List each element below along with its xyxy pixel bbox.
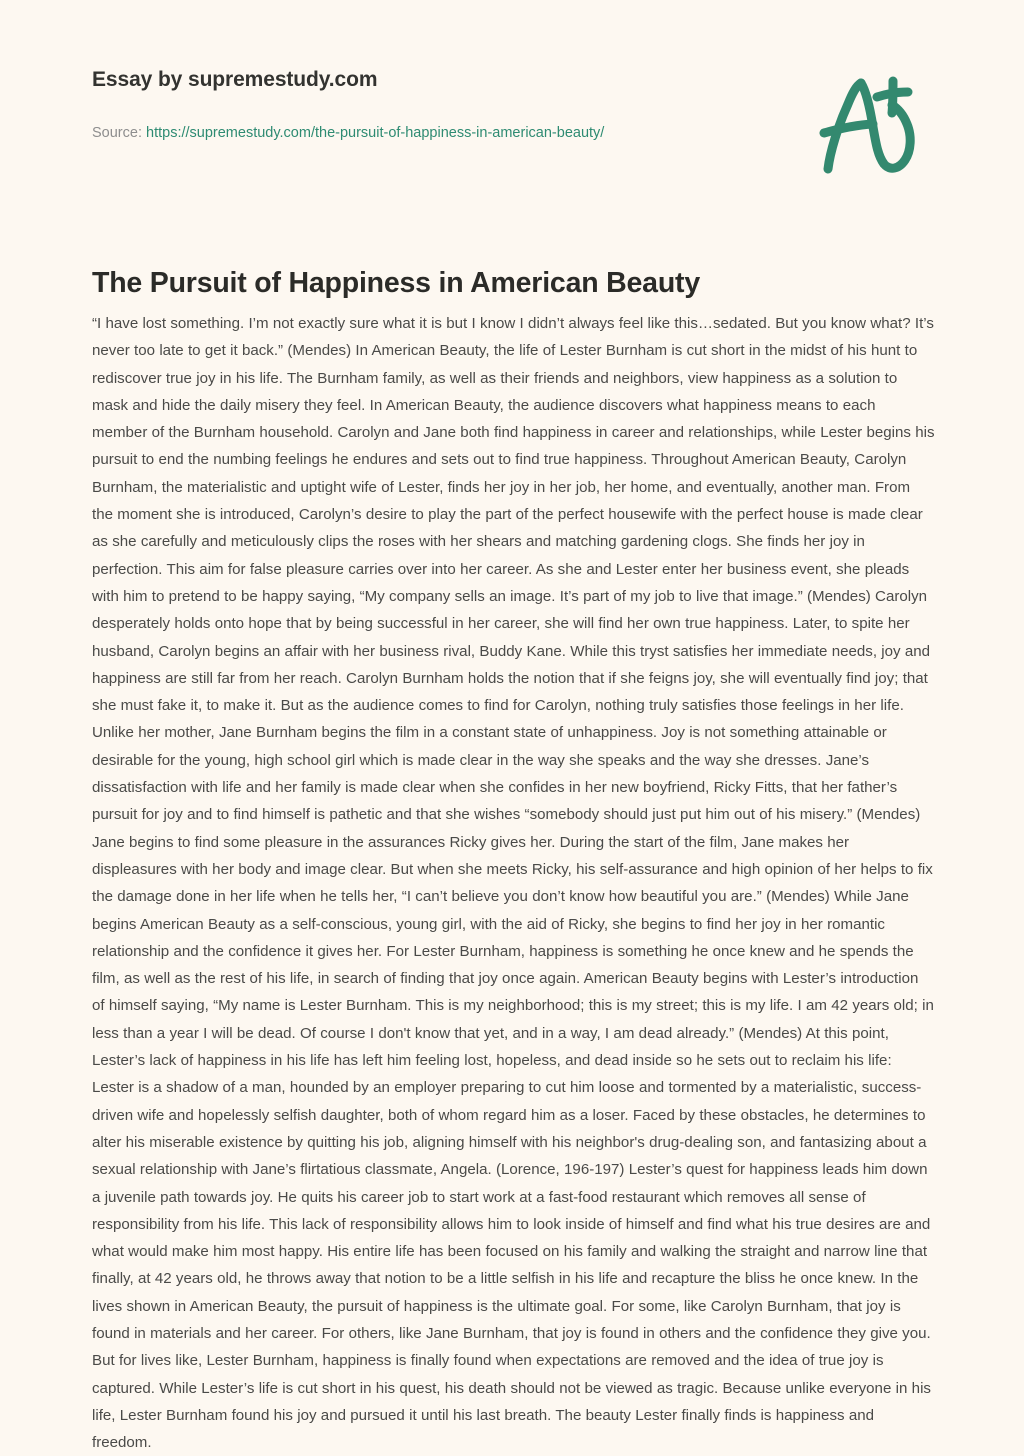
a-plus-logo [800, 72, 930, 177]
page-title: The Pursuit of Happiness in American Beauty [92, 267, 700, 300]
a-plus-logo-icon [800, 72, 930, 177]
essay-body [92, 310, 935, 1456]
source-label: Source: [92, 125, 142, 141]
source-url-link[interactable]: https://supremestudy.com/the-pursuit-of-happiness-in-american-beauty/ [146, 125, 605, 141]
source-line [92, 124, 604, 142]
essay-attribution: Essay by supremestudy.com [92, 68, 378, 91]
essay-body-paragraph: “I have lost something. I’m not exactly sure what it is but I know I didn’t always feel like this…sedated. But you know what? It’s never too late to get it back.” (Mendes) In American Beauty, the life of Lester Burnham is cut short in the midst of his hunt to rediscover true joy in his life. The Burnham family, as well as their friends and neighbors, view happiness as a solution to mask and hide the daily misery they feel. In American Beauty, the audience discovers what happiness means to each member of the Burnham household. Carolyn and Jane both find happiness in career and relationships, while Lester begins his pursuit to end the numbing feelings he endures and sets out to find true happiness. Throughout American Beauty, Carolyn Burnham, the materialistic and uptight wife of Lester, finds her joy in her job, her home, and eventually, another man. From the moment she is introduced, Carolyn’s desire to play the part of the perfect housewife with the perfect house is made clear as she carefully and meticulously clips the roses with her shears and matching gardening clogs. She finds her joy in perfection. This aim for false pleasure carries over into her career. As she and Lester enter her business event, she pleads with him to pretend to be happy saying, “My company sells an image. It’s part of my job to live that image.” (Mendes) Carolyn desperately holds onto hope that by being successful in her career, she will find her own true happiness. Later, to spite her husband, Carolyn begins an affair with her business rival, Buddy Kane. While this tryst satisfies her immediate needs, joy and happiness are still far from her reach. Carolyn Burnham holds the notion that if she feigns joy, she will eventually find joy; that she must fake it, to make it. But as the audience comes to find for Carolyn, nothing truly satisfies those feelings in her life. Unlike her mother, Jane Burnham begins the film in a constant state of unhappiness. Joy is not something attainable or desirable for the young, high school girl which is made clear in the way she speaks and the way she dresses. Jane’s dissatisfaction with life and her family is made clear when she confides in her new boyfriend, Ricky Fitts, that her father’s pursuit for joy and to find himself is pathetic and that she wishes “somebody should just put him out of his misery.” (Mendes) Jane begins to find some pleasure in the assurances Ricky gives her. During the start of the film, Jane makes her displeasures with her body and image clear. But when she meets Ricky, his self-assurance and high opinion of her helps to fix the damage done in her life when he tells her, “I can’t believe you don’t know how beautiful you are.” (Mendes) While Jane begins American Beauty as a self-conscious, young girl, with the aid of Ricky, she begins to find her joy in her romantic relationship and the confidence it gives her. For Lester Burnham, happiness is something he once knew and he spends the film, as well as the rest of his life, in search of finding that joy once again. American Beauty begins with Lester’s introduction of himself saying, “My name is Lester Burnham. This is my neighborhood; this is my street; this is my life. I am 42 years old; in less than a year I will be dead. Of course I don't know that yet, and in a way, I am dead already.” (Mendes) At this point, Lester’s lack of happiness in his life has left him feeling lost, hopeless, and dead inside so he sets out to reclaim his life: Lester is a shadow of a man, hounded by an employer preparing to cut him loose and tormented by a materialistic, success-driven wife and hopelessly selfish daughter, both of whom regard him as a loser. Faced by these obstacles, he determines to alter his miserable existence by quitting his job, aligning himself with his neighbor's drug-dealing son, and fantasizing about a sexual relationship with Jane’s flirtatious classmate, Angela. (Lorence, 196-197) Lester’s quest for happiness leads him down a juvenile path towards joy. He quits his career job to start work at a fast-food restaurant which removes all sense of responsibility from his life. This lack of responsibility allows him to look inside of himself and find what his true desires are and what would make him most happy. His entire life has been focused on his family and walking the straight and narrow line that finally, at 42 years old, he throws away that notion to be a little selfish in his life and recapture the bliss he once knew. In the lives shown in American Beauty, the pursuit of happiness is the ultimate goal. For some, like Carolyn Burnham, that joy is found in materials and her career. For others, like Jane Burnham, that joy is found in others and the confidence they give you. But for lives like, Lester Burnham, happiness is finally found when expectations are removed and the idea of true joy is captured. While Lester’s life is cut short in his quest, his death should not be viewed as tragic. Because unlike everyone in his life, Lester Burnham found his joy and pursued it until his last breath. The beauty Lester finally finds is happiness and freedom. [92, 315, 935, 1452]
page-header [0, 0, 1024, 190]
